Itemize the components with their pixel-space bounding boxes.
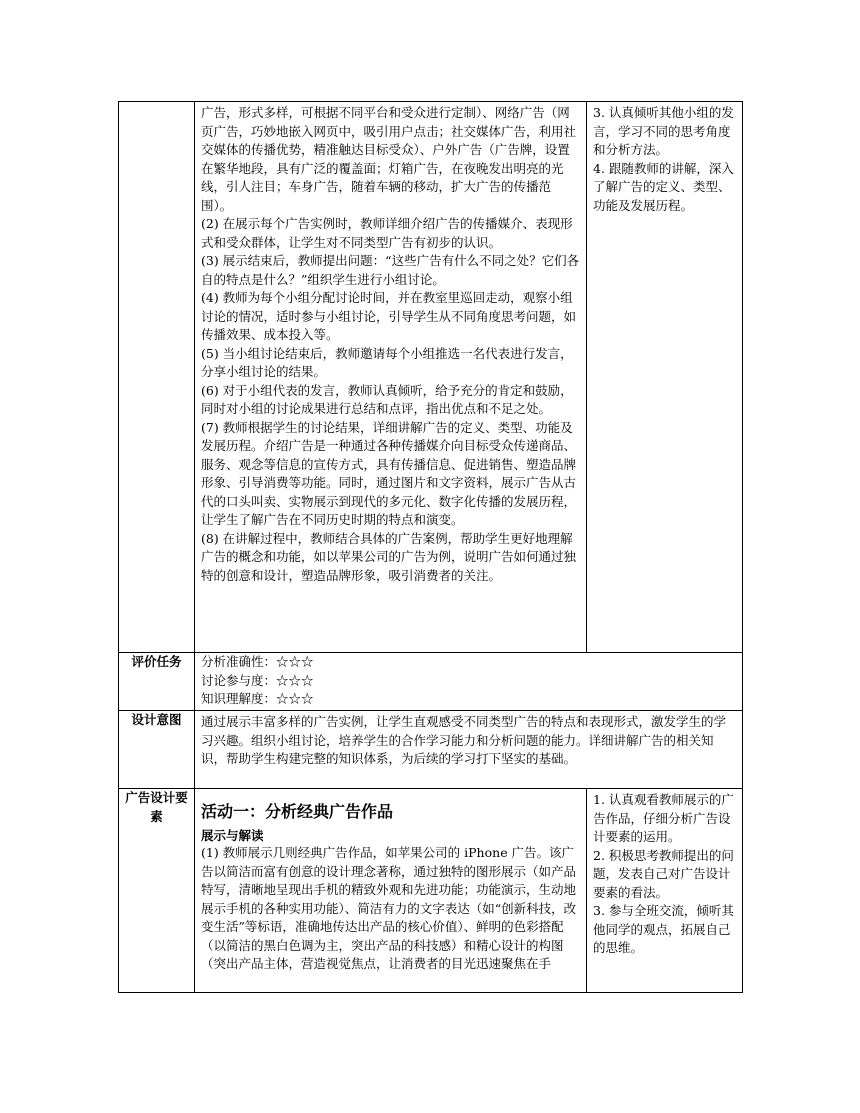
teaching-paragraph: (5) 当小组讨论结束后，教师邀请每个小组推选一名代表进行发言，分享小组讨论的结果。 bbox=[201, 345, 573, 379]
design-elements-text: (1) 教师展示几则经典广告作品，如苹果公司的 iPhone 广告。该广告以简洁而富有创意的设计理念著称，通过独特的图形展示（如产品特写，清晰地呈现出手机的精致外观和先进功能；功能演示，生动地展示手机的各种实用功能）、简洁有力的文字表达（如“创新科技，改变生活”等标语，准确地传达出产品的核心价值）、鲜明的色彩搭配（以简洁的黑白色调为主，突出产品的科技感）和精心设计的构图（突出产品主体，营造视觉焦点，让消费者的目光迅速聚焦在手 bbox=[201, 845, 577, 971]
design-elements-label: 广告设计要素 bbox=[119, 789, 195, 993]
teacher-activity-cell bbox=[195, 102, 587, 653]
evaluation-line: 讨论参与度：☆☆☆ bbox=[201, 672, 314, 688]
student-activity-cell bbox=[587, 102, 743, 653]
teaching-paragraph: (3) 展示结束后，教师提出问题：“这些广告有什么不同之处？它们各自的特点是什么？”组织学生进行小组讨论。 bbox=[201, 253, 580, 287]
teaching-paragraph: (6) 对于小组代表的发言，教师认真倾听，给予充分的肯定和鼓励，同时对小组的讨论成果进行总结和点评，指出优点和不足之处。 bbox=[201, 382, 573, 416]
student-activity-item: 4. 跟随教师的讲解，深入了解广告的定义、类型、功能及发展历程。 bbox=[593, 160, 734, 213]
row-label-empty bbox=[119, 102, 195, 653]
design-elements-content bbox=[195, 789, 587, 993]
teaching-paragraph: (8) 在讲解过程中，教师结合具体的广告案例，帮助学生更好地理解广告的概念和功能，如以苹果公司的广告为例，说明广告如何通过独特的创意和设计，塑造品牌形象，吸引消费者的关注。 bbox=[201, 530, 577, 583]
design-intent-text: 通过展示丰富多样的广告实例，让学生直观感受不同类型广告的特点和表现形式，激发学生的学习兴趣。组织小组讨论，培养学生的合作学习能力和分析问题的能力。详细讲解广告的相关知识，帮助学生构建完整的知识体系，为后续的学习打下坚实的基础。 bbox=[201, 714, 727, 766]
student-activity-item: 3. 认真倾听其他小组的发言，学习不同的思考角度和分析方法。 bbox=[593, 105, 734, 157]
teaching-paragraph: (7) 教师根据学生的讨论结果，详细讲解广告的定义、类型、功能及发展历程。介绍广告是一种通过各种传播媒介向目标受众传递商品、服务、观念等信息的宣传方式，具有传播信息、促进销售、塑造品牌形象、引导消费等功能。同时，通过图片和文字资料，展示广告从古代的口头叫卖、实物展示到现代的多元化、数字化传播的发展历程，让学生了解广告在不同历史时期的特点和演变。 bbox=[201, 419, 577, 527]
student-activity-item: 1. 认真观看教师展示的广告作品，仔细分析广告设计要素的运用。 bbox=[593, 792, 734, 844]
design-intent-row bbox=[119, 711, 743, 789]
evaluation-content bbox=[195, 653, 743, 711]
teaching-paragraph: (4) 教师为每个小组分配讨论时间，并在教室里巡回走动，观察小组讨论的情况，适时参与小组讨论，引导学生从不同角度思考问题，如传播效果、成本投入等。 bbox=[201, 290, 577, 342]
evaluation-line: 分析准确性：☆☆☆ bbox=[201, 654, 314, 669]
activity-title: 活动一：分析经典广告作品 bbox=[201, 802, 394, 821]
design-elements-row bbox=[119, 789, 743, 993]
teaching-paragraph: 广告，形式多样，可根据不同平台和受众进行定制）、网络广告（网页广告，巧妙地嵌入网页中，吸引用户点击；社交媒体广告，利用社交媒体的传播优势，精准触达目标受众）、户外广告（广告牌，设置在繁华地段，具有广泛的覆盖面；灯箱广告，在夜晚发出明亮的光线，引人注目；车身广告，随着车辆的移动，扩大广告的传播范围）。 bbox=[201, 105, 577, 213]
student-activity-item: 2. 积极思考教师提出的问题，发表自己对广告设计要素的看法。 bbox=[593, 847, 734, 900]
evaluation-row bbox=[119, 653, 743, 711]
teaching-process-row bbox=[119, 102, 743, 653]
lesson-plan-table bbox=[118, 101, 743, 993]
section-subtitle: 展示与解读 bbox=[201, 828, 264, 843]
student-activity-item: 3. 参与全班交流，倾听其他同学的观点，拓展自己的思维。 bbox=[593, 903, 734, 955]
evaluation-label: 评价任务 bbox=[119, 653, 195, 711]
teaching-paragraph: (2) 在展示每个广告实例时，教师详细介绍广告的传播媒介、表现形式和受众群体，让学生对不同类型广告有初步的认识。 bbox=[201, 216, 573, 250]
design-intent-label: 设计意图 bbox=[119, 711, 195, 789]
design-intent-content bbox=[195, 711, 743, 789]
design-elements-student-cell bbox=[587, 789, 743, 993]
evaluation-line: 知识理解度：☆☆☆ bbox=[201, 691, 314, 706]
